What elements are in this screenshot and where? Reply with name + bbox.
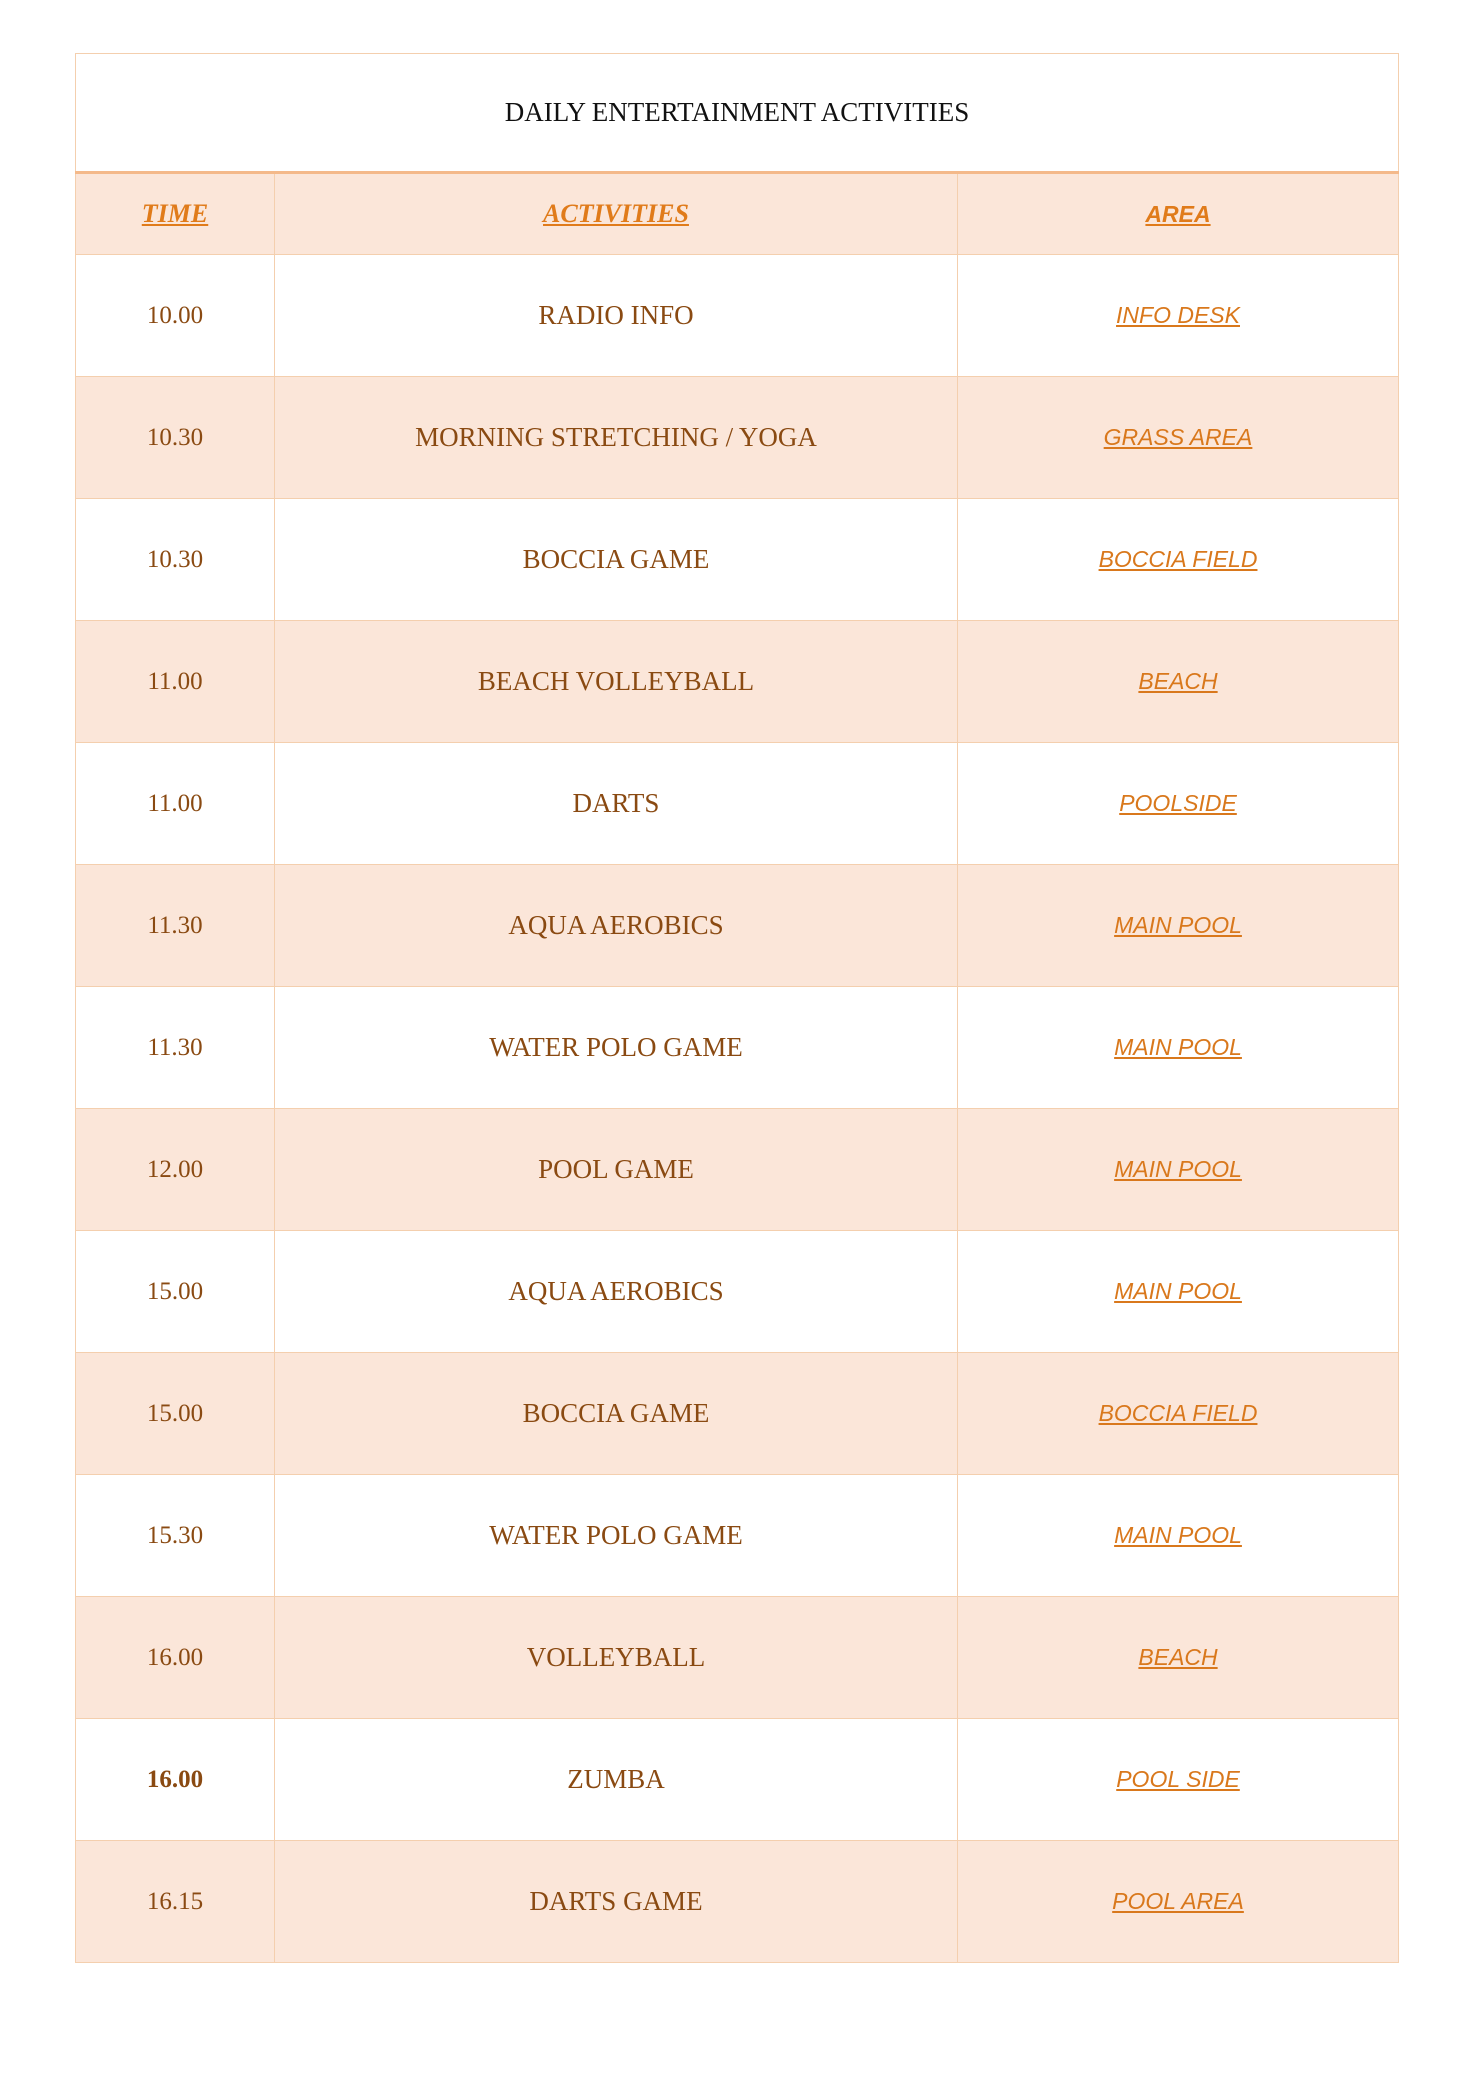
time-cell: 15.00: [76, 1231, 275, 1353]
activities-table: [75, 53, 1399, 1963]
area-cell: [958, 865, 1399, 987]
activity-cell: WATER POLO GAME: [275, 1475, 958, 1597]
area-link[interactable]: MAIN POOL: [1114, 1156, 1242, 1182]
activity-cell: BEACH VOLLEYBALL: [275, 621, 958, 743]
activities-header-label: ACTIVITIES: [543, 199, 689, 228]
activity-cell: AQUA AEROBICS: [275, 1231, 958, 1353]
activity-cell: AQUA AEROBICS: [275, 865, 958, 987]
time-cell: 11.30: [76, 987, 275, 1109]
area-link[interactable]: MAIN POOL: [1114, 1278, 1242, 1304]
table-row: [76, 1719, 1399, 1841]
activity-cell: BOCCIA GAME: [275, 1353, 958, 1475]
area-cell: [958, 1475, 1399, 1597]
area-cell: [958, 1353, 1399, 1475]
area-link[interactable]: POOL SIDE: [1116, 1766, 1240, 1792]
time-cell: 10.30: [76, 499, 275, 621]
area-link[interactable]: BEACH: [1138, 1644, 1218, 1670]
area-link[interactable]: MAIN POOL: [1114, 1034, 1242, 1060]
table-row: [76, 1475, 1399, 1597]
table-row: [76, 1353, 1399, 1475]
time-cell: 10.00: [76, 255, 275, 377]
area-link[interactable]: MAIN POOL: [1114, 912, 1242, 938]
table-row: [76, 255, 1399, 377]
table-row: [76, 1109, 1399, 1231]
area-cell: [958, 1841, 1399, 1963]
area-cell: [958, 1719, 1399, 1841]
activity-cell: VOLLEYBALL: [275, 1597, 958, 1719]
column-header-row: [76, 173, 1399, 255]
table-row: [76, 865, 1399, 987]
area-cell: [958, 1597, 1399, 1719]
table-row: [76, 1597, 1399, 1719]
area-link[interactable]: BOCCIA FIELD: [1098, 1400, 1258, 1426]
column-header-area: [958, 173, 1399, 255]
area-cell: [958, 1109, 1399, 1231]
time-cell: 16.00: [76, 1719, 275, 1841]
activity-cell: DARTS: [275, 743, 958, 865]
area-cell: [958, 987, 1399, 1109]
activity-cell: ZUMBA: [275, 1719, 958, 1841]
activity-cell: DARTS GAME: [275, 1841, 958, 1963]
area-cell: [958, 1231, 1399, 1353]
table-row: [76, 499, 1399, 621]
area-link[interactable]: INFO DESK: [1116, 302, 1240, 328]
area-cell: [958, 743, 1399, 865]
time-cell: 10.30: [76, 377, 275, 499]
table-row: [76, 621, 1399, 743]
table-row: [76, 1841, 1399, 1963]
area-link[interactable]: POOL AREA: [1112, 1888, 1244, 1914]
time-cell: 16.00: [76, 1597, 275, 1719]
time-cell: 11.30: [76, 865, 275, 987]
table-row: [76, 987, 1399, 1109]
area-cell: [958, 255, 1399, 377]
area-link[interactable]: MAIN POOL: [1114, 1522, 1242, 1548]
time-cell: 16.15: [76, 1841, 275, 1963]
activity-cell: WATER POLO GAME: [275, 987, 958, 1109]
area-link[interactable]: GRASS AREA: [1103, 424, 1253, 450]
area-link[interactable]: BOCCIA FIELD: [1098, 546, 1258, 572]
schedule-body: [76, 255, 1399, 1963]
area-link[interactable]: POOLSIDE: [1119, 790, 1237, 816]
time-cell: 11.00: [76, 621, 275, 743]
time-cell: 15.00: [76, 1353, 275, 1475]
table-row: [76, 743, 1399, 865]
area-cell: [958, 621, 1399, 743]
area-link[interactable]: BEACH: [1138, 668, 1218, 694]
table-row: [76, 377, 1399, 499]
page-title: DAILY ENTERTAINMENT ACTIVITIES: [76, 54, 1399, 173]
column-header-activities: [275, 173, 958, 255]
time-cell: 12.00: [76, 1109, 275, 1231]
activity-cell: BOCCIA GAME: [275, 499, 958, 621]
area-cell: [958, 377, 1399, 499]
activity-cell: POOL GAME: [275, 1109, 958, 1231]
area-cell: [958, 499, 1399, 621]
column-header-time: [76, 173, 275, 255]
time-cell: 11.00: [76, 743, 275, 865]
area-header-label: AREA: [1145, 200, 1211, 227]
activity-cell: MORNING STRETCHING / YOGA: [275, 377, 958, 499]
time-cell: 15.30: [76, 1475, 275, 1597]
activity-cell: RADIO INFO: [275, 255, 958, 377]
time-header-label: TIME: [141, 199, 209, 228]
table-row: [76, 1231, 1399, 1353]
